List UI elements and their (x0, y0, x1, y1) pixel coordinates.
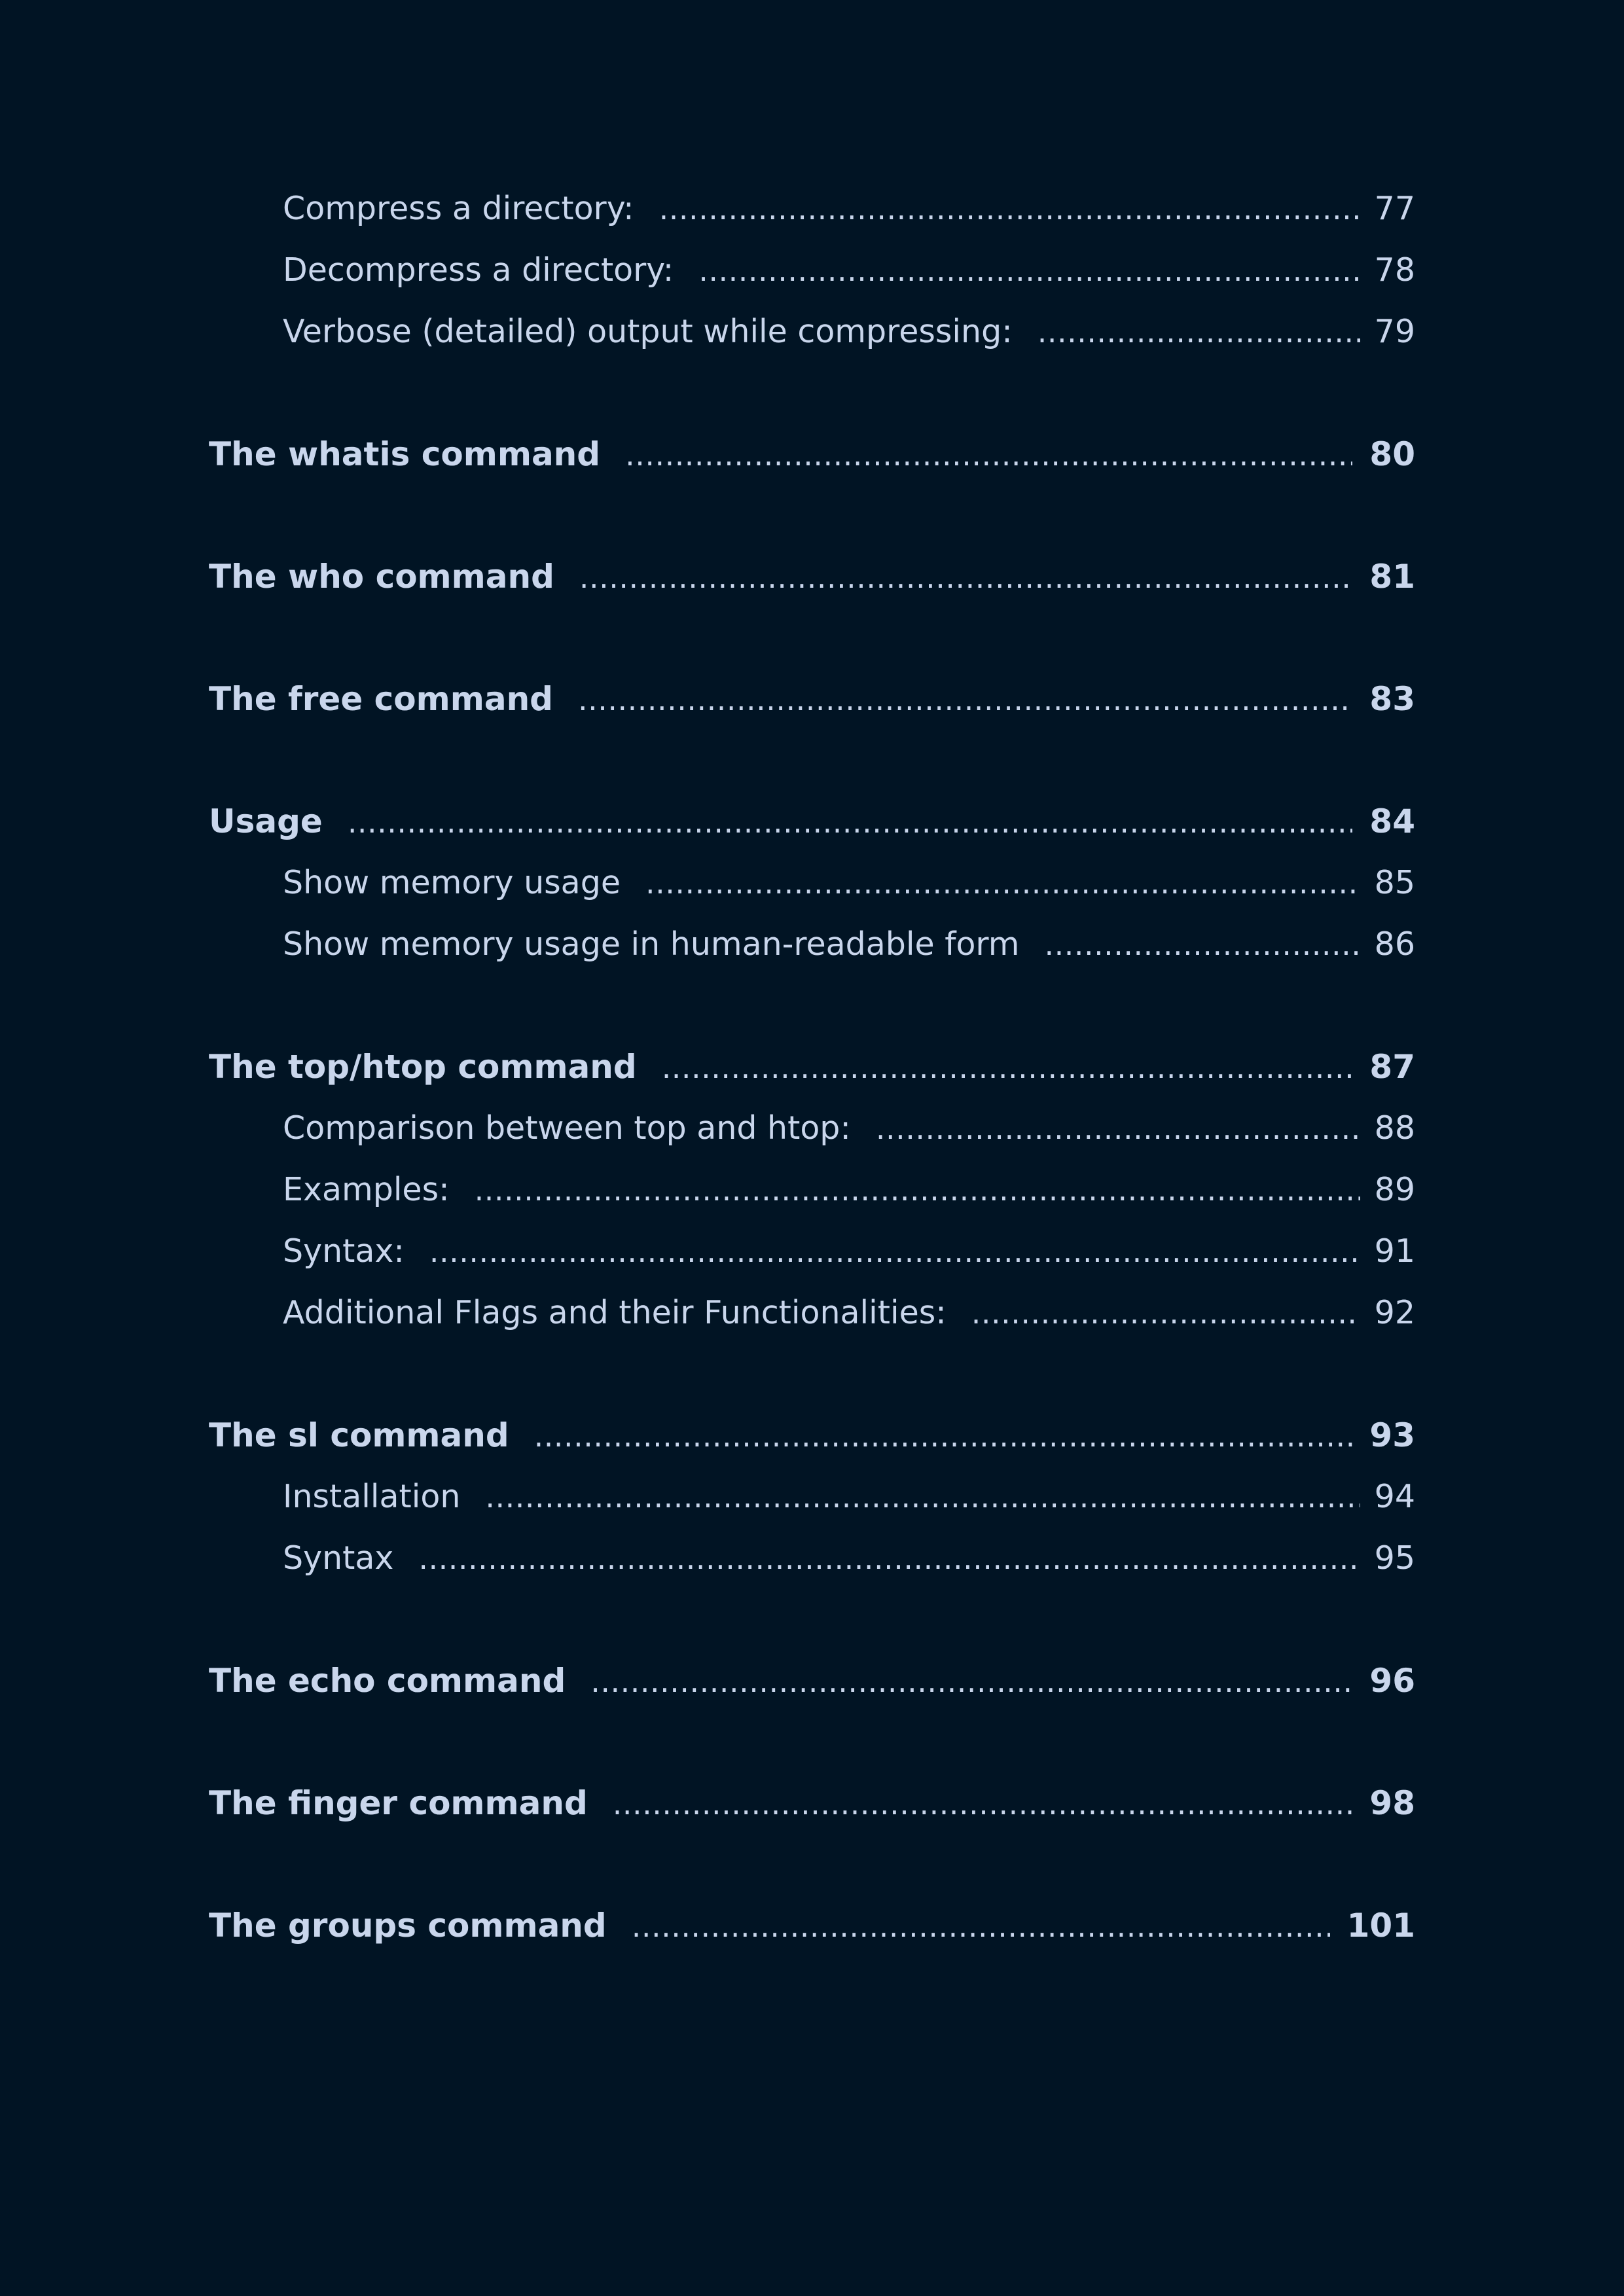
toc-entry-page: 88 (1374, 1109, 1415, 1147)
toc-chapter-label: Usage (209, 802, 323, 840)
toc-leader-dots (613, 1773, 1353, 1835)
toc-leader-dots (632, 1895, 1330, 1957)
toc-leader-dots (659, 178, 1360, 240)
toc-entry-label: Comparison between top and htop: (283, 1109, 851, 1147)
toc-leader-dots (662, 1037, 1353, 1098)
toc-leader-dots (485, 1466, 1360, 1528)
toc-entry[interactable] (209, 914, 1415, 975)
toc-entry[interactable] (209, 1528, 1415, 1589)
toc-entry-page: 92 (1374, 1294, 1415, 1331)
toc-leader-dots (645, 852, 1360, 914)
toc-entry[interactable] (209, 301, 1415, 363)
toc-entry-page: 77 (1374, 190, 1415, 227)
toc-leader-dots (625, 424, 1352, 486)
toc-leader-dots (578, 669, 1352, 730)
toc-leader-dots (698, 240, 1360, 301)
toc-entry-label: Syntax (283, 1539, 394, 1577)
toc-chapter[interactable] (209, 546, 1415, 607)
toc-chapter[interactable] (209, 1650, 1415, 1712)
toc-leader-dots (429, 1221, 1360, 1282)
toc-entry-label: Additional Flags and their Functionalities: (283, 1294, 947, 1331)
toc-chapter-label: The groups command (209, 1907, 607, 1945)
toc-leader-dots (590, 1651, 1352, 1712)
toc-entry-label: Examples: (283, 1171, 450, 1208)
toc-entry[interactable] (209, 1466, 1415, 1528)
toc-chapter[interactable] (209, 1772, 1415, 1834)
table-of-contents (209, 178, 1415, 1956)
toc-entry-page: 86 (1374, 925, 1415, 963)
toc-chapter-page: 96 (1369, 1662, 1415, 1700)
toc-entry-page: 89 (1374, 1171, 1415, 1208)
toc-entry[interactable] (209, 1098, 1415, 1159)
toc-entry[interactable] (209, 1282, 1415, 1344)
toc-chapter-label: The sl command (209, 1416, 509, 1454)
toc-entry-page: 91 (1374, 1232, 1415, 1270)
toc-entry[interactable] (209, 1221, 1415, 1282)
toc-entry-label: Show memory usage (283, 864, 621, 901)
toc-chapter-page: 81 (1369, 558, 1415, 596)
toc-leader-dots (971, 1282, 1360, 1344)
toc-entry-page: 78 (1374, 251, 1415, 289)
toc-entry-page: 95 (1374, 1539, 1415, 1577)
toc-leader-dots (876, 1098, 1360, 1159)
toc-leader-dots (1044, 914, 1360, 975)
toc-chapter-label: The finger command (209, 1784, 588, 1822)
toc-entry-label: Syntax: (283, 1232, 405, 1270)
toc-entry-page: 79 (1374, 313, 1415, 350)
toc-chapter[interactable] (209, 1895, 1415, 1956)
toc-chapter-page: 84 (1369, 802, 1415, 840)
toc-entry-label: Show memory usage in human-readable form (283, 925, 1020, 963)
toc-chapter-page: 101 (1346, 1907, 1415, 1945)
toc-chapter[interactable] (209, 1405, 1415, 1466)
toc-chapter-page: 93 (1369, 1416, 1415, 1454)
toc-entry-page: 94 (1374, 1478, 1415, 1515)
toc-entry-label: Compress a directory: (283, 190, 634, 227)
toc-chapter[interactable] (209, 423, 1415, 485)
toc-chapter-label: The echo command (209, 1662, 566, 1700)
toc-entry-page: 85 (1374, 864, 1415, 901)
toc-entry[interactable] (209, 852, 1415, 914)
toc-chapter-label: The free command (209, 680, 553, 718)
toc-entry-label: Verbose (detailed) output while compressing: (283, 313, 1013, 350)
toc-entry-label: Decompress a directory: (283, 251, 674, 289)
toc-chapter[interactable] (209, 791, 1415, 852)
toc-chapter-label: The who command (209, 558, 554, 596)
toc-leader-dots (579, 547, 1353, 608)
toc-leader-dots (534, 1405, 1353, 1467)
toc-leader-dots (418, 1528, 1360, 1589)
toc-entry[interactable] (209, 240, 1415, 301)
toc-leader-dots (348, 791, 1353, 853)
toc-chapter-page: 83 (1369, 680, 1415, 718)
toc-entry[interactable] (209, 1159, 1415, 1221)
toc-chapter[interactable] (209, 1036, 1415, 1098)
toc-chapter-page: 80 (1369, 435, 1415, 473)
toc-entry-label: Installation (283, 1478, 461, 1515)
toc-entry[interactable] (209, 178, 1415, 240)
toc-chapter-page: 98 (1369, 1784, 1415, 1822)
toc-chapter[interactable] (209, 668, 1415, 730)
toc-chapter-label: The top/htop command (209, 1048, 637, 1086)
toc-leader-dots (1038, 301, 1360, 363)
toc-leader-dots (475, 1159, 1360, 1221)
toc-chapter-label: The whatis command (209, 435, 601, 473)
toc-chapter-page: 87 (1369, 1048, 1415, 1086)
